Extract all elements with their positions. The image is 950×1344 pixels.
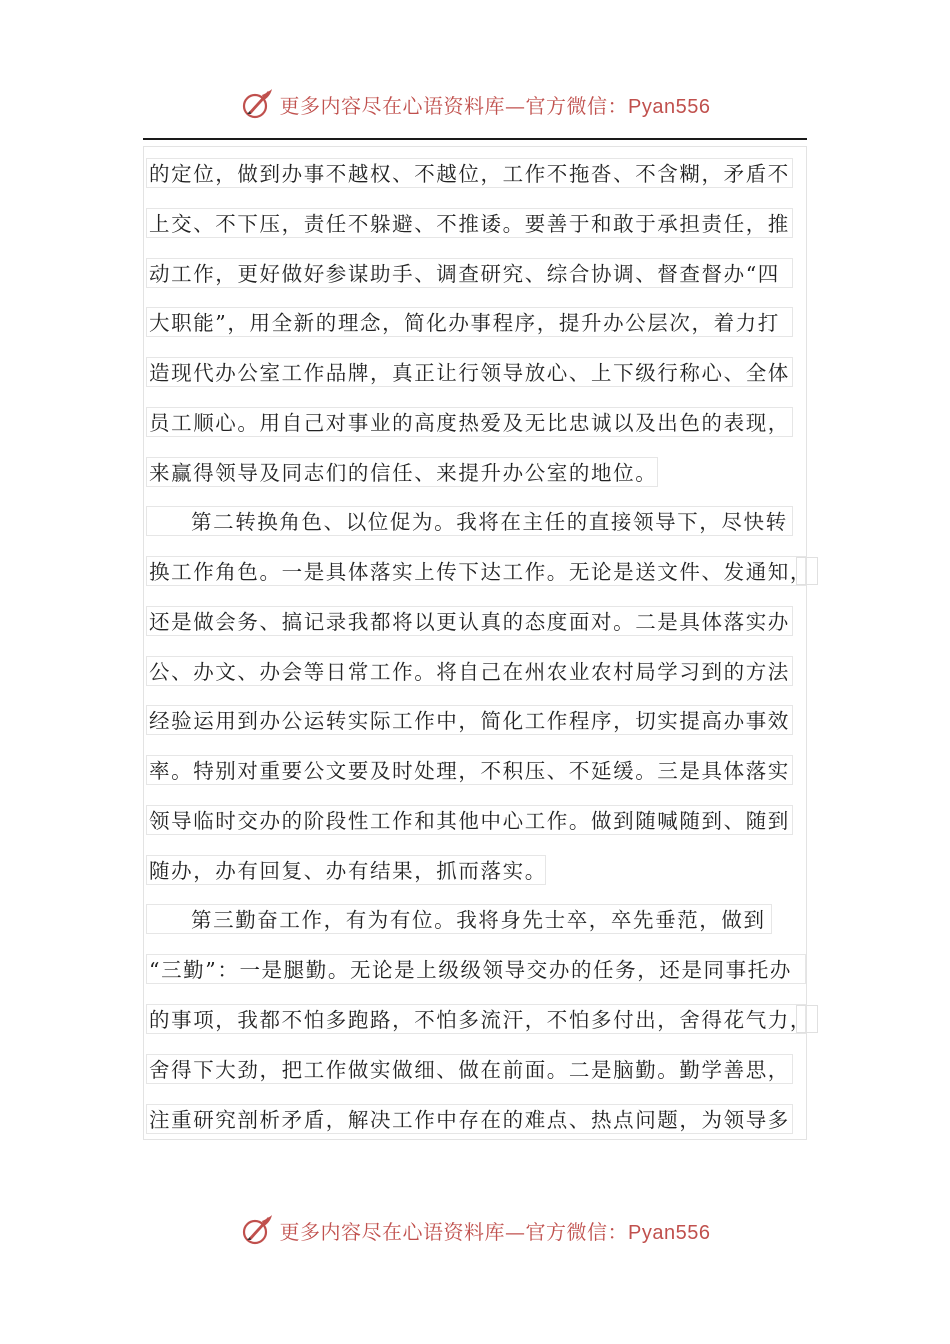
text-line: 大职能”，用全新的理念，简化办事程序，提升办公层次，着力打 xyxy=(146,307,793,337)
footer-banner-label: 官方微信： xyxy=(525,1219,629,1244)
text-line: “三勤”：一是腿勤。无论是上级级领导交办的任务，还是同事托办 xyxy=(146,954,806,984)
header-wechat-id: Pyan556 xyxy=(628,95,711,118)
paragraph-first-line: 第三勤奋工作，有为有位。我将身先士卒，卒先垂范，做到 xyxy=(146,904,772,934)
header-banner-label: 官方微信： xyxy=(525,93,629,118)
header-banner-dash: — xyxy=(505,93,526,118)
margin-mark xyxy=(796,557,818,585)
text-line: 造现代办公室工作品牌，真正让行领导放心、上下级行称心、全体 xyxy=(146,357,793,387)
text-line: 注重研究剖析矛盾，解决工作中存在的难点、热点问题，为领导多 xyxy=(146,1104,793,1134)
footer-banner-dash: — xyxy=(505,1219,526,1244)
text-line: 上交、不下压，责任不躲避、不推诿。要善于和敢于承担责任，推 xyxy=(146,208,793,238)
text-line: 动工作，更好做好参谋助手、调查研究、综合协调、督查督办“四 xyxy=(146,258,793,288)
text-line: 舍得下大劲，把工作做实做细、做在前面。二是脑勤。勤学善思， xyxy=(146,1054,793,1084)
header-banner-main: 更多内容尽在心语资料库 xyxy=(279,93,506,118)
text-line: 经验运用到办公运转实际工作中，简化工作程序，切实提高办事效 xyxy=(146,705,793,735)
text-line: 随办，办有回复、办有结果，抓而落实。 xyxy=(146,855,546,885)
footer-banner-main: 更多内容尽在心语资料库 xyxy=(279,1219,506,1244)
text-line: 来赢得领导及同志们的信任、来提升办公室的地位。 xyxy=(146,457,658,487)
footer-banner xyxy=(0,1208,950,1252)
footer-banner-text xyxy=(280,1216,711,1245)
text-line: 率。特别对重要公文要及时处理，不积压、不延缓。三是具体落实 xyxy=(146,755,793,785)
text-line: 领导临时交办的阶段性工作和其他中心工作。做到随喊随到、随到 xyxy=(146,805,793,835)
text-line: 还是做会务、搞记录我都将以更认真的态度面对。二是具体落实办 xyxy=(146,606,793,636)
paragraph-first-line: 第二转换角色、以位促为。我将在主任的直接领导下，尽快转 xyxy=(146,506,793,536)
text-line: 换工作角色。一是具体落实上传下达工作。无论是送文件、发通知， xyxy=(146,556,806,586)
text-line: 公、办文、办会等日常工作。将自己在州农业农村局学习到的方法 xyxy=(146,656,793,686)
quill-pen-logo-icon xyxy=(240,1213,274,1247)
margin-mark xyxy=(796,1005,818,1033)
text-line: 员工顺心。用自己对事业的高度热爱及无比忠诚以及出色的表现， xyxy=(146,407,793,437)
text-line: 的事项，我都不怕多跑路，不怕多流汗，不怕多付出，舍得花气力， xyxy=(146,1004,806,1034)
footer-wechat-id: Pyan556 xyxy=(628,1221,711,1244)
text-line: 的定位，做到办事不越权、不越位，工作不拖沓、不含糊，矛盾不 xyxy=(146,158,793,188)
